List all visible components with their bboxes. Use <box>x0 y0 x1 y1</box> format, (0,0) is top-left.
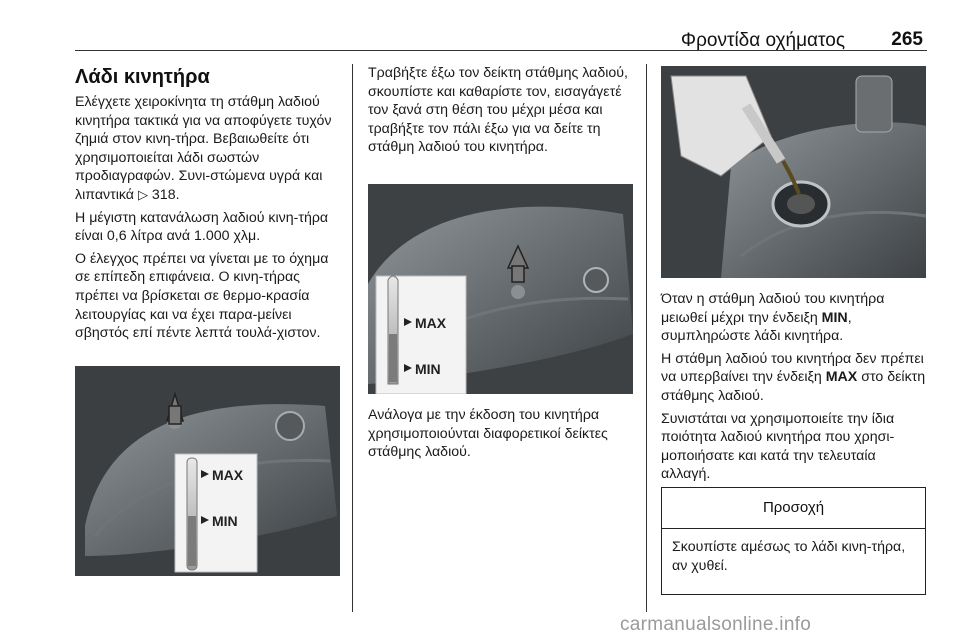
section-title: Φροντίδα οχήματος <box>680 30 845 51</box>
caution-box <box>661 487 926 595</box>
caution-text: Σκουπίστε αμέσως το λάδι κινη-τήρα, αν χυθεί. <box>672 539 906 574</box>
column-2-lower <box>368 406 638 466</box>
paragraph: Τραβήξτε έξω τον δείκτη στάθμης λαδιού, σκουπίστε και καθαρίστε τον, εισαγάγετέ τον ξανά στη θέση του μέχρι μέσα και τραβήξτε τον πάλι έξω για να δείτε τη στάθμη λαδιού του κινητήρα. <box>368 65 628 156</box>
section-heading: Λάδι κινητήρα <box>75 66 210 88</box>
engine-dipstick-figure-1 <box>75 366 340 576</box>
column-1 <box>75 64 343 347</box>
paragraph: Ο έλεγχος πρέπει να γίνεται με το όχημα σε επίπεδη επιφάνεια. Ο κινη-τήρας πρέπει να βρίσκεται σε θερμο-κρασία λειτουργίας και να έχει παρα-μείνει σβηστός επί πέντε λεπτά τουλά-χιστον. <box>75 250 329 342</box>
paragraph: Η στάθμη λαδιού του κινητήρα δεν πρέπει να υπερβαίνει την ένδειξη MAX στο δείκτη στάθμης λαδιού. <box>661 350 926 404</box>
min-label: MIN <box>212 513 238 529</box>
column-divider <box>352 64 353 612</box>
column-2 <box>368 64 638 161</box>
engine-illustration <box>75 366 340 576</box>
oil-refill-figure <box>661 66 926 278</box>
column-divider <box>646 64 647 612</box>
engine-illustration <box>368 184 633 394</box>
min-label: MIN <box>415 361 441 377</box>
paragraph: Η μέγιστη κατανάλωση λαδιού κινη-τήρα είναι 0,6 λίτρα ανά 1.000 χλμ. <box>75 209 329 245</box>
paragraph: Συνιστάται να χρησιμοποιείτε την ίδια ποιότητα λαδιού κινητήρα που χρησι-μοποιήσατε και κατά την τελευταία αλλαγή. <box>661 410 895 483</box>
caution-title: Προσοχή <box>662 488 925 529</box>
paragraph: Ανάλογα με την έκδοση του κινητήρα χρησιμοποιούνται διαφορετικοί δείκτες στάθμης λαδιού. <box>368 407 608 461</box>
column-3 <box>661 290 927 488</box>
engine-dipstick-figure-2 <box>368 184 633 394</box>
max-label: MAX <box>212 467 244 483</box>
oil-filling-illustration <box>661 66 926 278</box>
reference-arrow-icon: ▷ <box>137 186 148 202</box>
max-label: MAX <box>415 315 447 331</box>
paragraph: Ελέγχετε χειροκίνητα τη στάθμη λαδιού κινητήρα τακτικά για να αποφύγετε τυχόν ζημιά στον κινη-τήρα. Βεβαιωθείτε ότι χρησιμοποιείται λάδι σωστών προδιαγραφών. Συνι-στώμενα υγρά και λιπαντικά ▷ 318. <box>75 94 332 203</box>
watermark: carmanualsonline.info <box>620 614 812 635</box>
page-header <box>75 28 927 51</box>
page-number: 265 <box>891 29 923 50</box>
paragraph: Όταν η στάθμη λαδιού του κινητήρα μειωθεί μέχρι την ένδειξη MIN, συμπληρώστε λάδι κινητήρα. <box>661 291 885 345</box>
